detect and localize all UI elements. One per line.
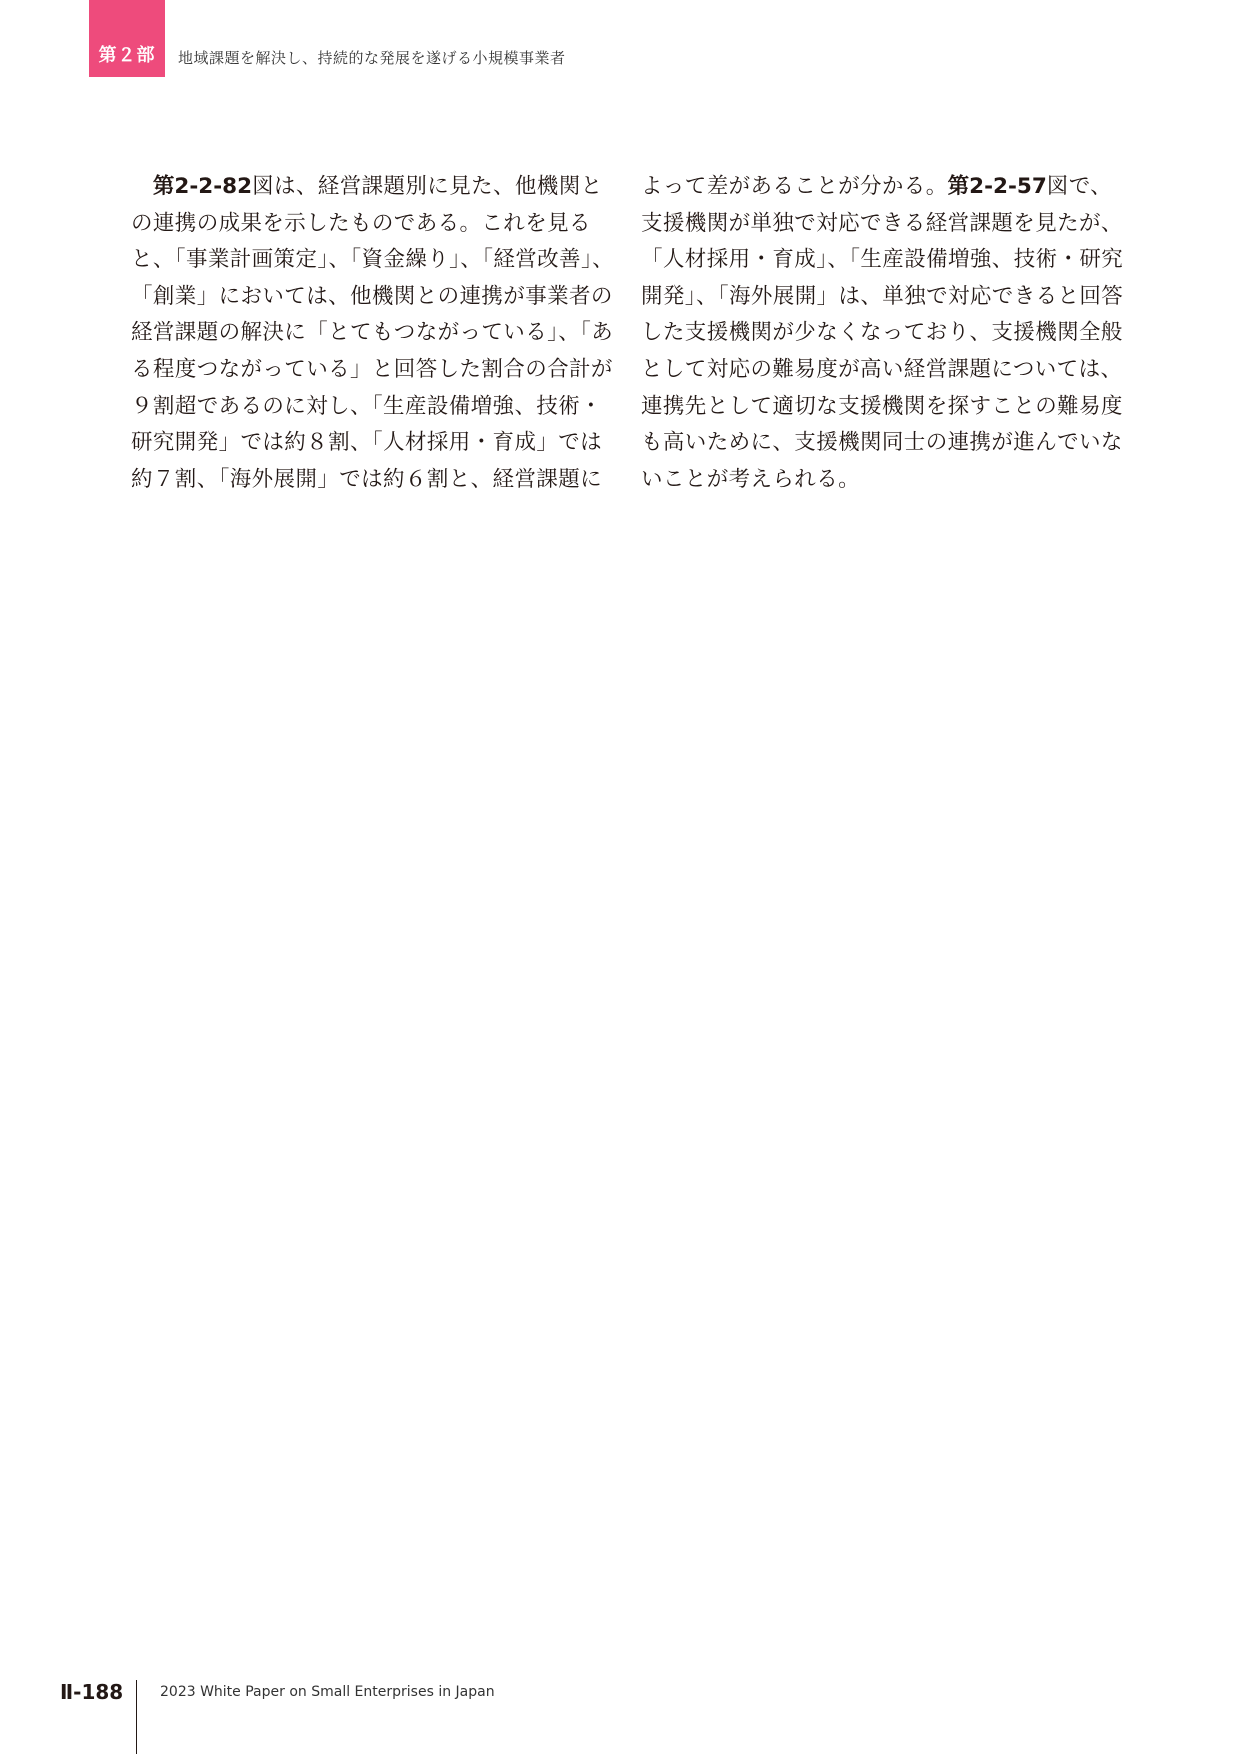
- text-segment: 「創業」においては、他機関との連携が事業者の: [131, 283, 613, 309]
- body-text-left-column: [131, 169, 615, 498]
- body-text-line: [641, 425, 1123, 462]
- text-segment: 研究開発」では約８割、「人材採用・育成」では: [131, 430, 603, 456]
- figure-reference: 第2-2-82: [152, 174, 253, 199]
- text-segment: 図で、: [1046, 174, 1113, 199]
- body-text-line: [131, 315, 614, 352]
- body-text-line: [131, 425, 601, 462]
- text-segment: も高いために、支援機関同士の連携が進んでいな: [641, 430, 1123, 456]
- text-segment: る程度つながっている」と回答した割合の合計が: [131, 356, 613, 382]
- body-text-line: [641, 169, 1111, 206]
- body-text-line: [641, 389, 1123, 426]
- publication-title: 2023 White Paper on Small Enterprises in Japan: [160, 1684, 495, 1700]
- body-text-line: [131, 279, 613, 316]
- footer-divider: [136, 1680, 137, 1754]
- body-text-line: [641, 462, 1111, 499]
- text-segment: として対応の難易度が高い経営課題については、: [641, 356, 1123, 382]
- text-segment: 「人材採用・育成」、「生産設備増強、技術・研究: [641, 247, 1124, 273]
- part-label: 第２部: [98, 45, 156, 66]
- text-segment: 図は、経営課題別に見た、他機関と: [252, 174, 603, 199]
- body-text-right-column: [641, 169, 1124, 498]
- text-segment: 開発」、「海外展開」は、単独で対応できると回答: [641, 283, 1124, 309]
- running-header-title: 地域課題を解決し、持続的な発展を遂げる小規模事業者: [178, 49, 566, 67]
- body-text-line: [131, 389, 601, 426]
- body-text-line: [131, 169, 601, 206]
- text-segment: と、「事業計画策定」、「資金繰り」、「経営改善」、: [131, 247, 615, 273]
- body-text-line: [641, 315, 1123, 352]
- text-segment: ９割超であるのに対し、「生産設備増強、技術・: [131, 393, 603, 419]
- part-label-tab: [89, 0, 165, 77]
- body-text-line: [641, 242, 1124, 279]
- text-segment: 経営課題の解決に「とてもつながっている」、「あ: [131, 320, 614, 346]
- body-text-line: [131, 242, 615, 279]
- body-text-line: [641, 206, 1123, 243]
- body-text-line: [131, 462, 601, 499]
- page-number: Ⅱ-188: [60, 1680, 124, 1704]
- body-text-line: [131, 206, 601, 243]
- body-text-line: [131, 352, 613, 389]
- text-segment: 連携先として適切な支援機関を探すことの難易度: [641, 393, 1123, 419]
- text-segment: した支援機関が少なくなっており、支援機関全般: [641, 320, 1123, 346]
- body-text-line: [641, 279, 1124, 316]
- text-segment: の連携の成果を示したものである。これを見る: [131, 210, 591, 236]
- body-text-line: [641, 352, 1123, 389]
- text-segment: 支援機関が単独で対応できる経営課題を見たが、: [641, 210, 1123, 236]
- text-segment: よって差があることが分かる。: [641, 174, 948, 199]
- text-segment: いことが考えられる。: [641, 466, 861, 492]
- text-segment: 約７割、「海外展開」では約６割と、経営課題に: [131, 466, 603, 492]
- figure-reference: 第2-2-57: [947, 174, 1047, 199]
- text-segment: [131, 174, 153, 199]
